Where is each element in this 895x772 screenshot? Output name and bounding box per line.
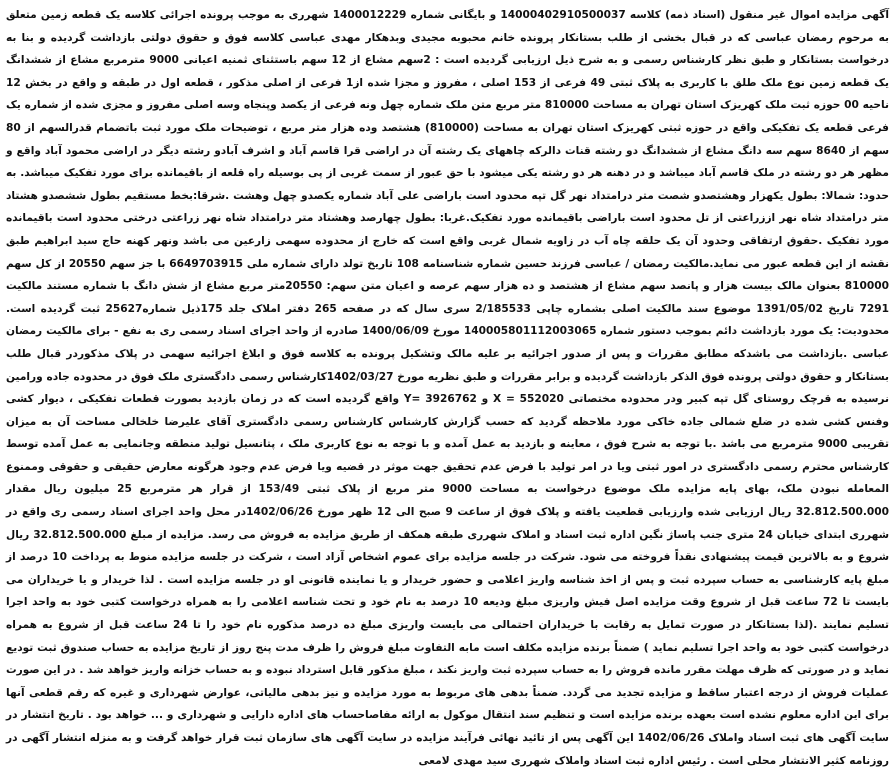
notice-body-text: آگهی مزایده اموال غیر منقول (اسناد ذمه) کلاسه 14000402910500037 و بایگانی شماره 1400012229 شهرری به موجب پرونده اجرائی کلاسه یک قطعه زمین متعلق به مرحوم رمضان عباسی که در قبال بخشی از طلب بستانکار پرونده خانم محبوبه مجیدی وبدهکار مهدی عباسی کلاسه فوق و حقوق دولتی بازداشت گردیده و بنا به درخواست بستانکار و طبق نظر کارشناس رسمی و به شرح ذیل ارزیابی گردیده است : 2سهم مشاع از 12 سهم باستثنای ثمنیه اعیانی 9000 مترمربع مشاع از ششدانگ یک قطعه زمین نوع ملک طلق با کاربری به پلاک ثبتی 49 فرعی از 153 اصلی ، مفروز و مجزا شده از1 فرعی از اصلی مذکور ، قطعه اول در طبقه و واقع در بخش 12 ناحیه 00 حوزه ثبت ملک کهریزک استان تهران به مساحت 810000 متر مربع متن ملک شماره چهل ونه فرعی از یکصد وپنجاه وسه اصلی مفروز و مجزی شده از شماره یک فرعی قطعه یک تفکیکی واقع در حوزه ثبتی کهریزک استان تهران به مساحت (810000) هشتصد وده هزار متر مربع ، توضیحات ملک مورد ثبت باتضمام قدرالسهم از 80 سهم از 8640 سهم سه دانگ مشاع از ششدانگ دو رشته قنات دالرکه چاههای یک رشته آن در اراضی قرا قاسم آباد و اشرف آبادو رشته دیگر در اراضی محمود آباد واقع و مظهر هر دو رشته در ملک قاسم آباد میباشد و در دهنه هر دو رشته یکی میشود با حق عبور از سمت غربی از پی بوسیله راه قلعه از باقیمانده برای مورد تفکیک میباشد. به حدود: شمالا: بطول یکهزار وهشتصدو شصت متر درامتداد نهر گل تپه محدود است باراضی علی آباد شماره یکصدو چهل وهشت .شرقا:بخط مستقیم بطول ششصدو هشتاد متر درامتداد شاه نهر اززراعتی از تل محدود است باراضی باقیمانده مورد تفکیک.غربا: بطول چهارصد وهشتاد متر درامتداد شاه نهر زراعتی درختی محدود است باقیمانده مورد تفکیک .حقوق ارتفاقی وحدود آن یک حلقه چاه آب در زاویه شمال غربی واقع است که خارج از محدوده سهمی زارعین می باشد ونهر کهنه حاج سید ابراهیم طبق نقشه از این قطعه عبور می نماید.مالکیت رمضان / عباسی فرزند حسین شماره شناسنامه 108 تاریخ تولد دارای شماره ملی 6649703915 با جز سهم 20550 از کل سهم 810000 بعنوان مالک بیست هزار و پانصد سهم مشاع از هشتصد و ده هزار سهم عرصه و اعیان متن سهم: 20550متر مربع مشاع از شش دانگ با شماره مستند مالکیت 7291 تاریخ 1391/05/02 موضوع سند مالکیت اصلی بشماره چاپی 2/185533 سری سال که در صفحه 265 دفتر املاک جلد 175ذیل شماره25627 ثبت گردیده است. محدودیت: یک مورد بازداشت دائم بموجب دستور شماره 140005801112003065 مورخ 1400/06/09 صادره از واحد اجرای اسناد رسمی ری به نفع - برای مالکیت رمضان عباسی .بازداشت می باشدکه مطابق مقررات و پس از صدور اجرائیه بر علیه مالک وتشکیل پرونده به کلاسه فوق و ابلاغ اجرائیه سهمی در پلاک مذکوردر قبال طلب بستانکار و حقوق دولتی پرونده فوق الذکر بازداشت گردیده و برابر مقررات و طبق نظریه مورخ 1402/03/27کارشناس رسمی دادگستری ملک فوق در محدوده جاده ورامین نرسیده به قرچک روستای گل تپه کبیر ودر محدوده مختصاتی X = 552020 و Y= 3926762 واقع گردیده است که در زمان بازدید بصورت قطعات تفکیکی ، دیوار کشی وفنس کشی شده در ضلع شمالی جاده خاکی مورد ملاحظه گردید که حسب گزارش کارشناس کارشناس رسمی دادگستری آقای علیرضا خلخالی مساحت آن به میزان تقریبی 9000 مترمربع می باشد .با توجه به شرح فوق ، معاینه و بازدید به عمل آمده و با توجه به نوع کاربری ملک ، پتانسیل تولید منطقه وجانمایی به عمل آمده توسط کارشناس محترم رسمی دادگستری در امور ثبتی ویا در امر تولید با فرض عدم تحقیق جهت موثر در قضیه ویا فرض عدم وجود هرگونه معارض حقیقی و حقوقی وممنوع المعامله نبودن ملک، بهای پایه مزایده ملک موضوع درخواست به مساحت 9000 متر مربع از پلاک ثبتی 153/49 از قرار هر مترمربع 25 میلیون ریال مقدار 32.812.500.000 ریال ارزیابی شده وارزیابی قطعیت یافته و پلاک فوق از ساعت 9 صبح الی 12 ظهر مورخ 1402/06/26در محل واحد اجرای اسناد رسمی ری واقع در شهرری ابتدای خیابان 24 متری جنب پاساژ نگین اداره ثبت اسناد و املاک شهرری طبقه همکف از طریق مزایده به فروش می رسد. مزایده از مبلغ 32.812.500.000 ریال شروع و به بالاترین قیمت پیشنهادی نقداً فروخته می شود. شرکت در جلسه مزایده برای عموم اشخاص آزاد است ، شرکت در جلسه مزایده منوط به پرداخت 10 درصد از مبلغ پایه کارشناسی به حساب سپرده ثبت و پس از اخذ شناسه واریز اعلامی و حضور خریدار و یا نماینده قانونی او در جلسه مزایده است . لذا خریدار و یا خریداران می بایست تا 72 ساعت قبل از شروع وقت مزایده اصل فیش واریزی مبلغ ودیعه 10 درصد به نام خود و تحت شناسه اعلامی را به همراه درخواست کتبی خود به واحد اجرا تسلیم نمایند .(لذا بستانکار در صورت تمایل به رقابت با خریداران احتمالی می بایست واریزی مبلغ ده درصد مذکوره نام خود را تا 24 ساعت قبل از شروع به همراه درخواست کتبی خود به واحد اجرا تسلیم نماید ) ضمناً برنده مزایده مکلف است مابه التفاوت مبلغ فروش را ظرف مدت پنج روز از تاریخ مزایده به حساب صندوق ثبت تودیع نماید و در صورتی که ظرف مهلت مقرر مانده فروش را به حساب سپرده ثبت واریز نکند ، مبلغ مذکور قابل استرداد نبوده و به حساب خزانه واریز خواهد شد . در این صورت عملیات فروش از درجه اعتبار ساقط و مزایده تجدید می گردد. ضمناً بدهی های مربوط به مورد مزایده و نیز بدهی مالیاتی، عوارض شهرداری و غیره که رقم قطعی آنها برای این اداره معلوم نشده است بعهده برنده مزایده است و تنظیم سند انتقال موکول به ارائه مفاصاحساب های اداره دارایی و شهرداری و ... خواهد بود . تاریخ انتشار در سایت آگهی های ثبت اسناد واملاک 1402/06/26 این آگهی پس از تائید نهائی فرآیند مزایده در سایت آگهی های سازمان ثبت قرار خواهد گرفت و به منزله انتشار آگهی در روزنامه کثیر الانتشار محلی است . رئیس اداره ثبت اسناد واملاک شهرری سید مهدی لامعی bbox=[6, 9, 890, 767]
auction-notice bbox=[6, 4, 889, 772]
